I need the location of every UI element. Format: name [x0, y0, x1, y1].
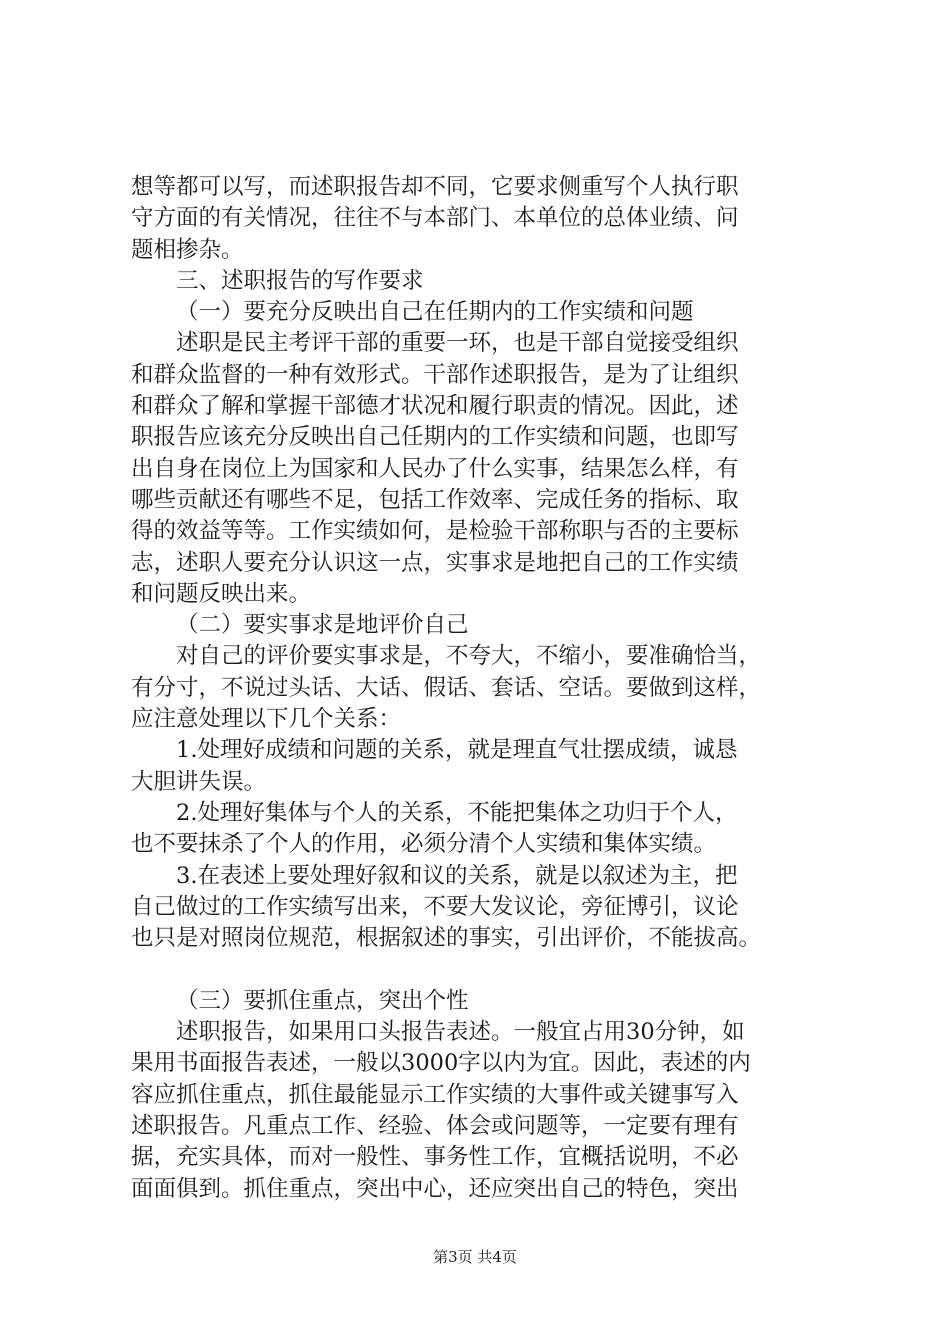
text-line: 对自己的评价要实事求是，不夸大，不缩小，要准确恰当，	[176, 643, 762, 670]
list-item-3: 3.在表述上要处理好叙和议的关系，就是以叙述为主，把	[176, 862, 738, 889]
text-line: 出自身在岗位上为国家和人民办了什么实事，结果怎么样，有	[131, 455, 739, 482]
page-number-label: 第3页 共4页	[433, 1248, 517, 1266]
text-line: 据，充实具体，而对一般性、事务性工作，宜概括说明，不必	[131, 1144, 739, 1171]
subsection-heading: （一）要充分反映出自己在任期内的工作实绩和问题	[176, 299, 694, 326]
text-line: 大胆讲失误。	[131, 768, 267, 795]
text-line: 自己做过的工作实绩写出来，不要大发议论，旁征博引，议论	[131, 893, 739, 920]
text-line: 想等都可以写，而述职报告却不同，它要求侧重写个人执行职	[131, 174, 739, 200]
text-line: 和群众监督的一种有效形式。干部作述职报告，是为了让组织	[131, 361, 739, 388]
text-line: 得的效益等等。工作实绩如何，是检验干部称职与否的主要标	[131, 518, 739, 545]
text-line: 和群众了解和掌握干部德才状况和履行职责的情况。因此，述	[131, 393, 739, 420]
text-line: 题相掺杂。	[131, 236, 244, 263]
document-body	[131, 172, 851, 1205]
text-line: 应注意处理以下几个关系：	[131, 706, 402, 733]
text-line: 也只是对照岗位规范，根据叙述的事实，引出评价，不能拔高。	[131, 925, 762, 952]
text-line: 志，述职人要充分认识这一点，实事求是地把自己的工作实绩	[131, 549, 739, 576]
list-item-2: 2.处理好集体与个人的关系，不能把集体之功归于个人，	[176, 799, 738, 826]
text-line: 守方面的有关情况，往往不与本部门、本单位的总体业绩、问	[131, 205, 739, 232]
text-line: 述职报告。凡重点工作、经验、体会或问题等，一定要有理有	[131, 1112, 739, 1139]
text-line: 职报告应该充分反映出自己任期内的工作实绩和问题，也即写	[131, 424, 739, 451]
page-footer	[0, 1247, 950, 1267]
blank-line	[131, 954, 851, 985]
text-line: 容应抓住重点，抓住最能显示工作实绩的大事件或关键事写入	[131, 1081, 739, 1108]
text-line: 果用书面报告表述，一般以3000字以内为宜。因此，表述的内	[131, 1050, 751, 1077]
list-item-1: 1.处理好成绩和问题的关系，就是理直气壮摆成绩，诚恳	[176, 737, 738, 764]
subsection-heading: （三）要抓住重点，突出个性	[176, 987, 469, 1014]
text-line: 哪些贡献还有哪些不足，包括工作效率、完成任务的指标、取	[131, 486, 739, 513]
text-line: 和问题反映出来。	[131, 580, 312, 607]
text-line: 也不要抹杀了个人的作用，必须分清个人实绩和集体实绩。	[131, 831, 717, 858]
section-heading: 三、述职报告的写作要求	[176, 267, 424, 294]
text-line: 述职是民主考评干部的重要一环，也是干部自觉接受组织	[176, 330, 739, 357]
subsection-heading: （二）要实事求是地评价自己	[176, 612, 469, 639]
text-line: 述职报告，如果用口头报告表述。一般宜占用30分钟，如	[176, 1019, 745, 1046]
text-line: 面面俱到。抓住重点，突出中心，还应突出自己的特色，突出	[131, 1175, 739, 1202]
text-line: 有分寸，不说过头话、大话、假话、套话、空话。要做到这样，	[131, 674, 762, 701]
